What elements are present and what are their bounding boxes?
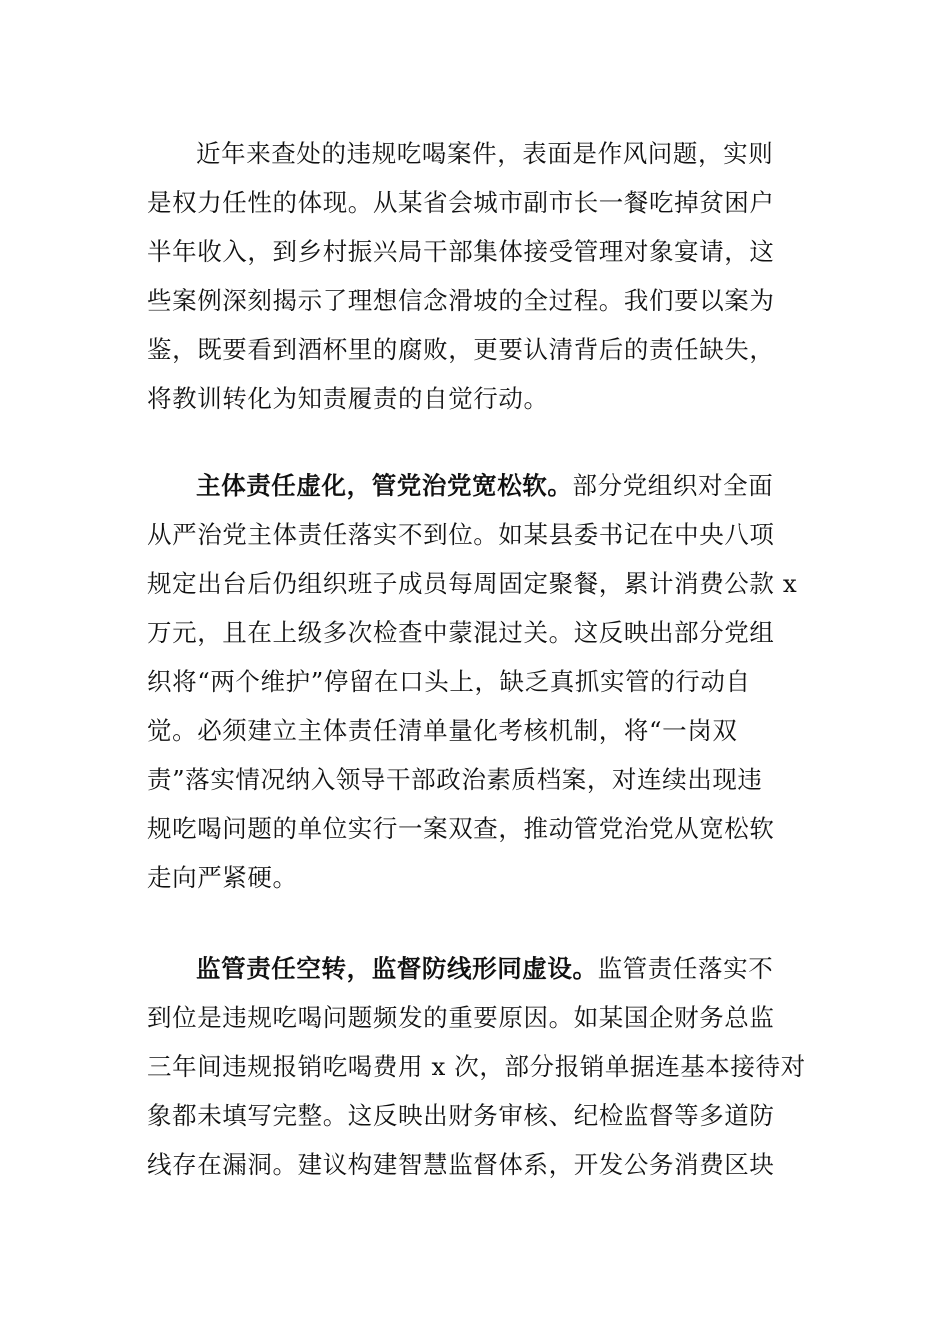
- text-line: 是权力任性的体现。从某省会城市副市长一餐吃掉贫困户: [147, 188, 775, 217]
- paragraph-1: [147, 129, 807, 423]
- text-line: 觉。必须建立主体责任清单量化考核机制，将“一岗双: [147, 716, 738, 745]
- text-line: 织将“两个维护”停留在口头上，缺乏真抓实管的行动自: [147, 667, 751, 696]
- text-line: 到位是违规吃喝问题频发的重要原因。如某国企财务总监: [147, 1003, 775, 1032]
- text-line: 象都未填写完整。这反映出财务审核、纪检监督等多道防: [147, 1101, 775, 1130]
- text-line: 规吃喝问题的单位实行一案双查，推动管党治党从宽松软: [147, 814, 775, 843]
- text-line: 线存在漏洞。建议构建智慧监督体系，开发公务消费区块: [147, 1150, 775, 1179]
- paragraph-heading: 主体责任虚化，管党治党宽松软。: [196, 471, 573, 500]
- text-line: 近年来查处的违规吃喝案件，表面是作风问题，实则: [196, 139, 774, 168]
- paragraph-heading: 监管责任空转，监督防线形同虚设。: [196, 954, 598, 983]
- text-line: 责”落实情况纳入领导干部政治素质档案，对连续出现违: [147, 765, 763, 794]
- text-line: 鉴，既要看到酒杯里的腐败，更要认清背后的责任缺失，: [147, 335, 775, 364]
- text-line: 三年间违规报销吃喝费用 x 次，部分报销单据连基本接待对: [147, 1052, 806, 1081]
- text-line: 将教训转化为知责履责的自觉行动。: [147, 384, 549, 413]
- text-line: 从严治党主体责任落实不到位。如某县委书记在中央八项: [147, 520, 775, 549]
- text-line: 半年收入，到乡村振兴局干部集体接受管理对象宴请，这: [147, 237, 775, 266]
- paragraph-3: [147, 944, 807, 1189]
- paragraph-text: 监管责任落实不: [597, 954, 774, 983]
- text-line: 规定出台后仍组织班子成员每周固定聚餐，累计消费公款 x: [147, 569, 798, 598]
- text-line: 万元，且在上级多次检查中蒙混过关。这反映出部分党组: [147, 618, 775, 647]
- text-line: [147, 461, 807, 510]
- text-line: 些案例深刻揭示了理想信念滑坡的全过程。我们要以案为: [147, 286, 775, 315]
- text-line: 走向严紧硬。: [147, 863, 298, 892]
- paragraph-text: 部分党组织对全面: [572, 471, 774, 500]
- paragraph-2: [147, 461, 807, 902]
- text-line: [147, 944, 807, 993]
